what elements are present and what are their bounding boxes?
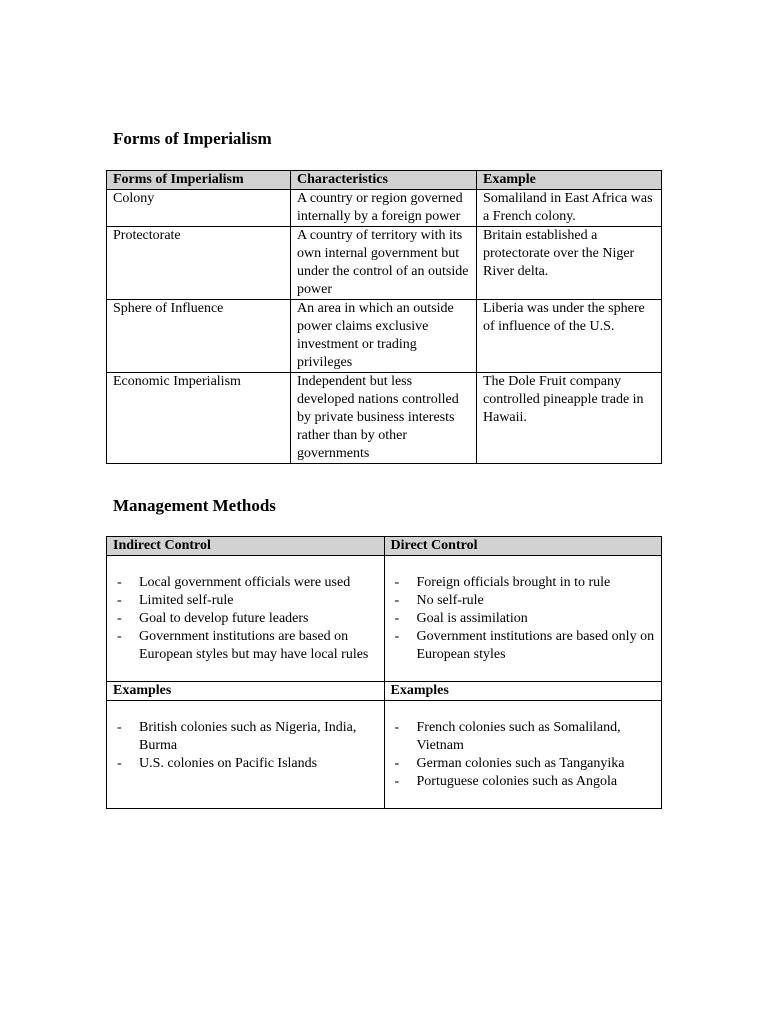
management-methods-heading: Management Methods [113, 496, 276, 515]
dash-bullet: - [117, 611, 122, 626]
dash-bullet: - [394, 629, 400, 644]
list-item [113, 719, 378, 755]
example-cell: Liberia was under the sphere of influence of the U.S. [477, 300, 662, 373]
indirect-control-cell [107, 556, 385, 682]
direct-control-cell [384, 556, 662, 682]
characteristics-cell: A country or region governed internally by a foreign power [291, 190, 477, 227]
list-item-text: Limited self-rule [139, 593, 234, 608]
list-item [113, 628, 378, 664]
list-item [391, 719, 656, 755]
table-row [107, 556, 662, 682]
list-item-text: Goal to develop future leaders [139, 611, 309, 626]
example-cell: Britain established a protectorate over the Niger River delta. [477, 227, 662, 300]
example-cell: Somaliland in East Africa was a French colony. [477, 190, 662, 227]
list-item-text: Government institutions are based only on European styles [416, 629, 655, 662]
dash-bullet: - [394, 720, 400, 735]
form-cell: Sphere of Influence [107, 300, 291, 373]
list-item [391, 755, 656, 773]
direct-examples-header: Examples [384, 682, 662, 701]
form-cell: Protectorate [107, 227, 291, 300]
characteristics-cell: A country of territory with its own internal government but under the control of an outside power [291, 227, 477, 300]
form-cell: Economic Imperialism [107, 373, 291, 464]
direct-control-header: Direct Control [384, 537, 662, 556]
table-row [107, 190, 662, 227]
indirect-examples-header: Examples [107, 682, 385, 701]
column-header-forms: Forms of Imperialism [107, 171, 291, 190]
list-item-text: French colonies such as Somaliland, Vietnam [416, 720, 621, 753]
dash-bullet: - [394, 593, 400, 608]
list-item-text: Portuguese colonies such as Angola [416, 774, 618, 789]
direct-control-list [391, 574, 656, 664]
dash-bullet: - [117, 629, 122, 644]
form-cell: Colony [107, 190, 291, 227]
indirect-examples-list [113, 719, 378, 773]
list-item [391, 628, 656, 664]
dash-bullet: - [394, 575, 400, 590]
column-header-characteristics: Characteristics [291, 171, 477, 190]
dash-bullet: - [117, 575, 122, 590]
management-methods-table [106, 536, 662, 809]
list-item [391, 610, 656, 628]
direct-examples-cell [384, 701, 662, 809]
table-header-row [107, 171, 662, 190]
list-item [113, 610, 378, 628]
characteristics-cell: Independent but less developed nations controlled by private business interests rather than by other governments [291, 373, 477, 464]
dash-bullet: - [394, 774, 400, 789]
table-row [107, 373, 662, 464]
list-item [113, 755, 378, 773]
list-item [113, 592, 378, 610]
list-item-text: U.S. colonies on Pacific Islands [139, 756, 318, 771]
list-item-text: Foreign officials brought in to rule [416, 575, 611, 590]
indirect-examples-cell [107, 701, 385, 809]
indirect-control-header: Indirect Control [107, 537, 385, 556]
list-item-text: No self-rule [416, 593, 484, 608]
list-item [391, 574, 656, 592]
indirect-control-list [113, 574, 378, 664]
dash-bullet: - [117, 593, 122, 608]
dash-bullet: - [394, 611, 400, 626]
dash-bullet: - [117, 756, 122, 771]
table-subheader-row [107, 682, 662, 701]
table-row [107, 701, 662, 809]
dash-bullet: - [394, 756, 400, 771]
list-item [113, 574, 378, 592]
list-item-text: British colonies such as Nigeria, India, Burma [139, 720, 357, 753]
example-cell: The Dole Fruit company controlled pineapple trade in Hawaii. [477, 373, 662, 464]
characteristics-cell: An area in which an outside power claims exclusive investment or trading privileges [291, 300, 477, 373]
table-row [107, 227, 662, 300]
list-item-text: Government institutions are based on European styles but may have local rules [139, 629, 369, 662]
table-row [107, 300, 662, 373]
list-item [391, 773, 656, 791]
forms-of-imperialism-heading: Forms of Imperialism [113, 129, 272, 148]
forms-of-imperialism-table [106, 170, 662, 464]
list-item-text: Goal is assimilation [416, 611, 528, 626]
direct-examples-list [391, 719, 656, 791]
list-item-text: German colonies such as Tanganyika [416, 756, 625, 771]
dash-bullet: - [117, 720, 122, 735]
list-item [391, 592, 656, 610]
list-item-text: Local government officials were used [139, 575, 351, 590]
table-header-row [107, 537, 662, 556]
column-header-example: Example [477, 171, 662, 190]
